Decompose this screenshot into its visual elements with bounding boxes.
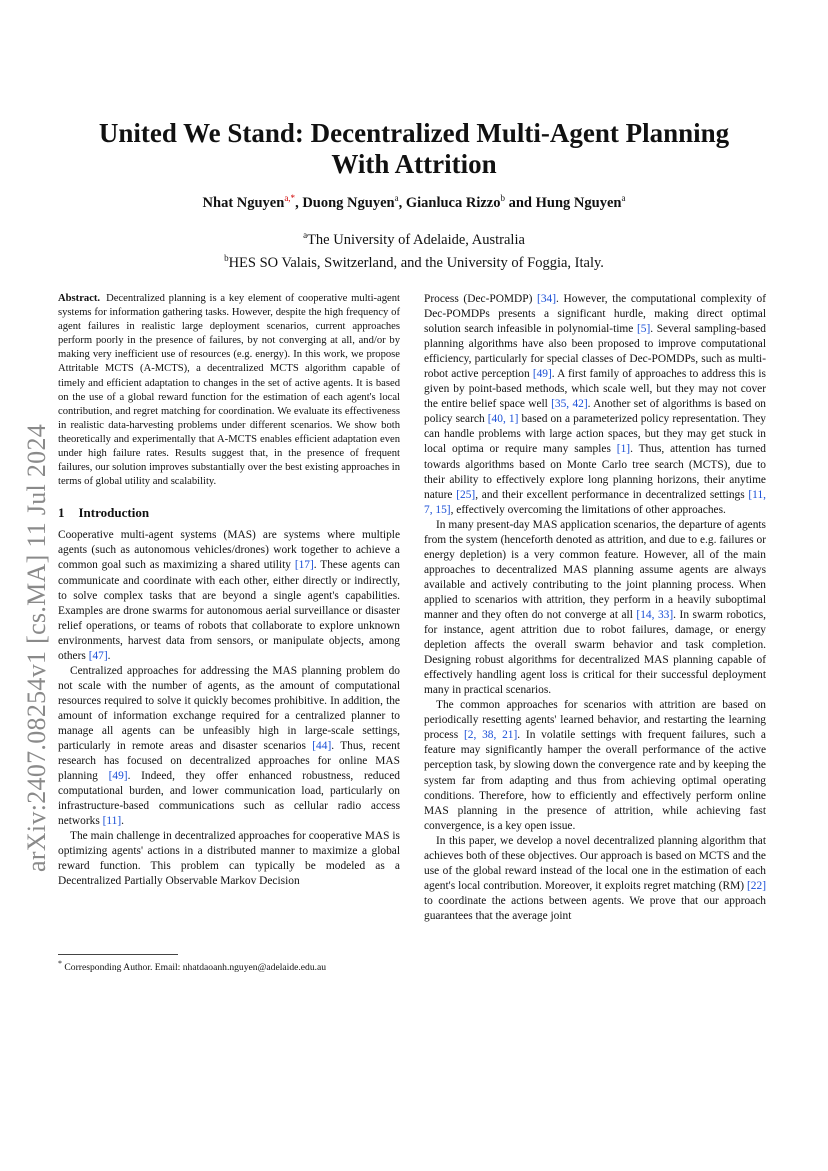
affiliation-line: $^a$The University of Adelaide, Australia (303, 230, 525, 248)
body-paragraph: In this paper, we develop a novel decentralized planning algorithm that achieves both of these objectives. Our approach is based on MCTS and the use of the global reward instead of the local one in the estimation of each agent's local contribution. Moreover, it exploits regret matching (RM) [22] to coordinate the actions between agents. We prove that our approach guarantees that the average joint (424, 834, 766, 922)
author-name: Gianluca Rizzo (405, 194, 501, 211)
abstract (58, 292, 400, 489)
citation-link[interactable]: [49] (532, 368, 552, 381)
author-affiliation-mark: a (621, 193, 626, 203)
citation-link[interactable]: [44] (312, 740, 332, 753)
body-paragraph: Process (Dec-POMDP) [34]. However, the computational complexity of Dec-POMDPs presents a significant hurdle, making direct optimal solution search infeasible in polynomial-time [5]. Several sampling-based planning algorithms have also been proposed to improve computational efficiency, particularly for special classes of Dec-POMDPs, such as multi-robot active perception [49]. A first family of approaches to address this is given by point-based methods, which scale well, but they may not cover the entire belief space well [35, 42]. Another set of algorithms is based on policy search [40, 1] based on a parameterized policy representation. They can handle problems with large action spaces, but they may get stuck in local optima or require many samples [1]. Thus, attention has turned towards algorithms based on Monte Carlo tree search (MCTS), due to their ability to effectively explore long planning horizons, their anytime nature [25], and their excellent performance in decentralized settings [11, 7, 15], effectively overcoming the limitations of other approaches. (424, 293, 766, 516)
citation-link[interactable]: [49] (108, 770, 128, 783)
citation-link[interactable]: [2, 38, 21] (463, 729, 518, 742)
body-paragraph: In many present-day MAS application scenarios, the departure of agents from the system (henceforth denoted as attrition, and due to e.g. failures or energy depletion) is a very common feature. However, all of the main approaches to decentralized MAS planning assume agents are always available and actively contributing to the joint planning process. When applied to scenarios with attrition, they perform in a heavily suboptimal manner and they often do not converge at all [14, 33]. In swarm robotics, for instance, agent attrition due to robot failures, damage, or energy depletion affects the overall swarm behavior and task completion. Designing robust algorithms for decentralized MAS planning capable of effectively handling agent loss is critical for their successful deployment many in practical scenarios. (424, 518, 766, 697)
citation-link[interactable]: [11] (102, 815, 122, 828)
author-affiliation-mark[interactable]: a,* (284, 193, 296, 203)
footnote-rule (58, 954, 178, 955)
abstract-text: Decentralized planning is a key element of cooperative multi-agent systems for information gathering tasks. However, despite the high frequency of agent failures in realistic large deployment scenarios, current approaches perform poorly in the presence of failures, by not converging at all, and/or by making very inefficient use of resources (e.g. energy). In this work, we propose Attritable MCTS (A-MCTS), a decentralized MCTS algorithm capable of timely and efficient adaptation to changes in the set of active agents. It is based on the use of a global reward function for the estimation of each agent's local contribution, and regret matching for coordination. We evaluate its effectiveness in realistic data-harvesting problems under different scenarios. We show both theoretically and experimentally that A-MCTS enables efficient adaptation even under high failure rates. Results suggest that, in the presence of frequent failures, our solution improves substantially over the best existing approaches in terms of global utility and scalability. (58, 293, 400, 488)
arxiv-identifier: arXiv:2407.08254v1 [cs.MA] 11 Jul 2024 (22, 423, 51, 872)
author-name: Hung Nguyen (535, 194, 622, 211)
author-name: Nhat Nguyen (202, 194, 285, 211)
citation-link[interactable]: [40, 1] (487, 413, 519, 426)
citation-link[interactable]: [1] (616, 443, 631, 456)
author-list: Nhat Nguyen$^{a,*}$, Duong Nguyen$^a$, Gianluca Rizzo$^b$ and Hung Nguyen$^a$ (202, 193, 626, 211)
body-paragraph: The common approaches for scenarios with attrition are based on periodically resetting agents' learned behavior, and restarting the learning process [2, 38, 21]. In volatile settings with frequent failures, such a feature may significantly hamper the overall performance of the active perception task, by slowing down the convergence rate and by keeping the system far from adapting and thus from achieving optimal operating conditions. Therefore, how to efficiently and effectively perform online MAS planning in the presence of attrition, while achieving fast convergence, is a key open issue. (424, 699, 766, 832)
author-affiliation-mark: b (500, 193, 505, 203)
citation-link[interactable]: [35, 42] (551, 398, 588, 411)
body-paragraph: The main challenge in decentralized approaches for cooperative MAS is optimizing agents' actions in a distributed manner to maximize a global reward function. This problem can typically be modeled as a Decentralized Partially Observable Markov Decision (58, 830, 400, 888)
citation-link[interactable]: [5] (636, 323, 651, 336)
citation-link[interactable]: [14, 33] (636, 608, 674, 621)
author-name: Duong Nguyen (302, 194, 395, 211)
affiliation-line: $^b$HES SO Valais, Switzerland, and the University of Foggia, Italy. (224, 252, 604, 271)
citation-link[interactable]: [11, 7, 15] (424, 488, 766, 516)
right-column (424, 292, 766, 924)
body-paragraph: Cooperative multi-agent systems (MAS) are systems where multiple agents (such as autonomous vehicles/drones) work together to achieve a common goal such as maximizing a shared utility [17]. These agents can communicate and coordinate with each other, either directly or indirectly, to solve complex tasks that are beyond a single agent's capabilities. Examples are drone swarms for autonomous aerial surveillance or disaster relief operations, or teams of robots that collaborate to explore unknown environments, harvest data from sensors, or manipulate objects, among others [47]. (58, 529, 400, 662)
abstract-label: Abstract. (58, 293, 101, 304)
body-paragraph: Centralized approaches for addressing the MAS planning problem do not scale with the number of agents, as the amount of computational resources required to solve it quickly becomes prohibitive. In addition, the amount of information exchange required for a centralized planner to manage all agents can be unfeasibly high in large-scale settings, particularly in remote areas and disaster scenarios [44]. Thus, recent research has focused on decentralized approaches for online MAS planning [49]. Indeed, they offer enhanced robustness, reduced computational burden, and lower communication load, particularly on infrastructure-based communications such as cellular radio access networks [11]. (58, 664, 400, 828)
citation-link[interactable]: [25] (456, 488, 476, 501)
citation-link[interactable]: [47] (88, 649, 108, 662)
section-heading: 1 Introduction (58, 505, 150, 521)
author-affiliation-mark: a (394, 193, 399, 203)
citation-link[interactable]: [22] (747, 879, 766, 892)
paper-title: United We Stand: Decentralized Multi-Agent Planning With Attrition (98, 118, 730, 179)
footnote: * Corresponding Author. Email: nhatdaoanh.nguyen@adelaide.edu.au (58, 959, 327, 974)
citation-link[interactable]: [17] (294, 559, 314, 572)
affiliations (90, 226, 738, 272)
citation-link[interactable]: [34] (537, 293, 557, 305)
left-column (58, 292, 400, 889)
